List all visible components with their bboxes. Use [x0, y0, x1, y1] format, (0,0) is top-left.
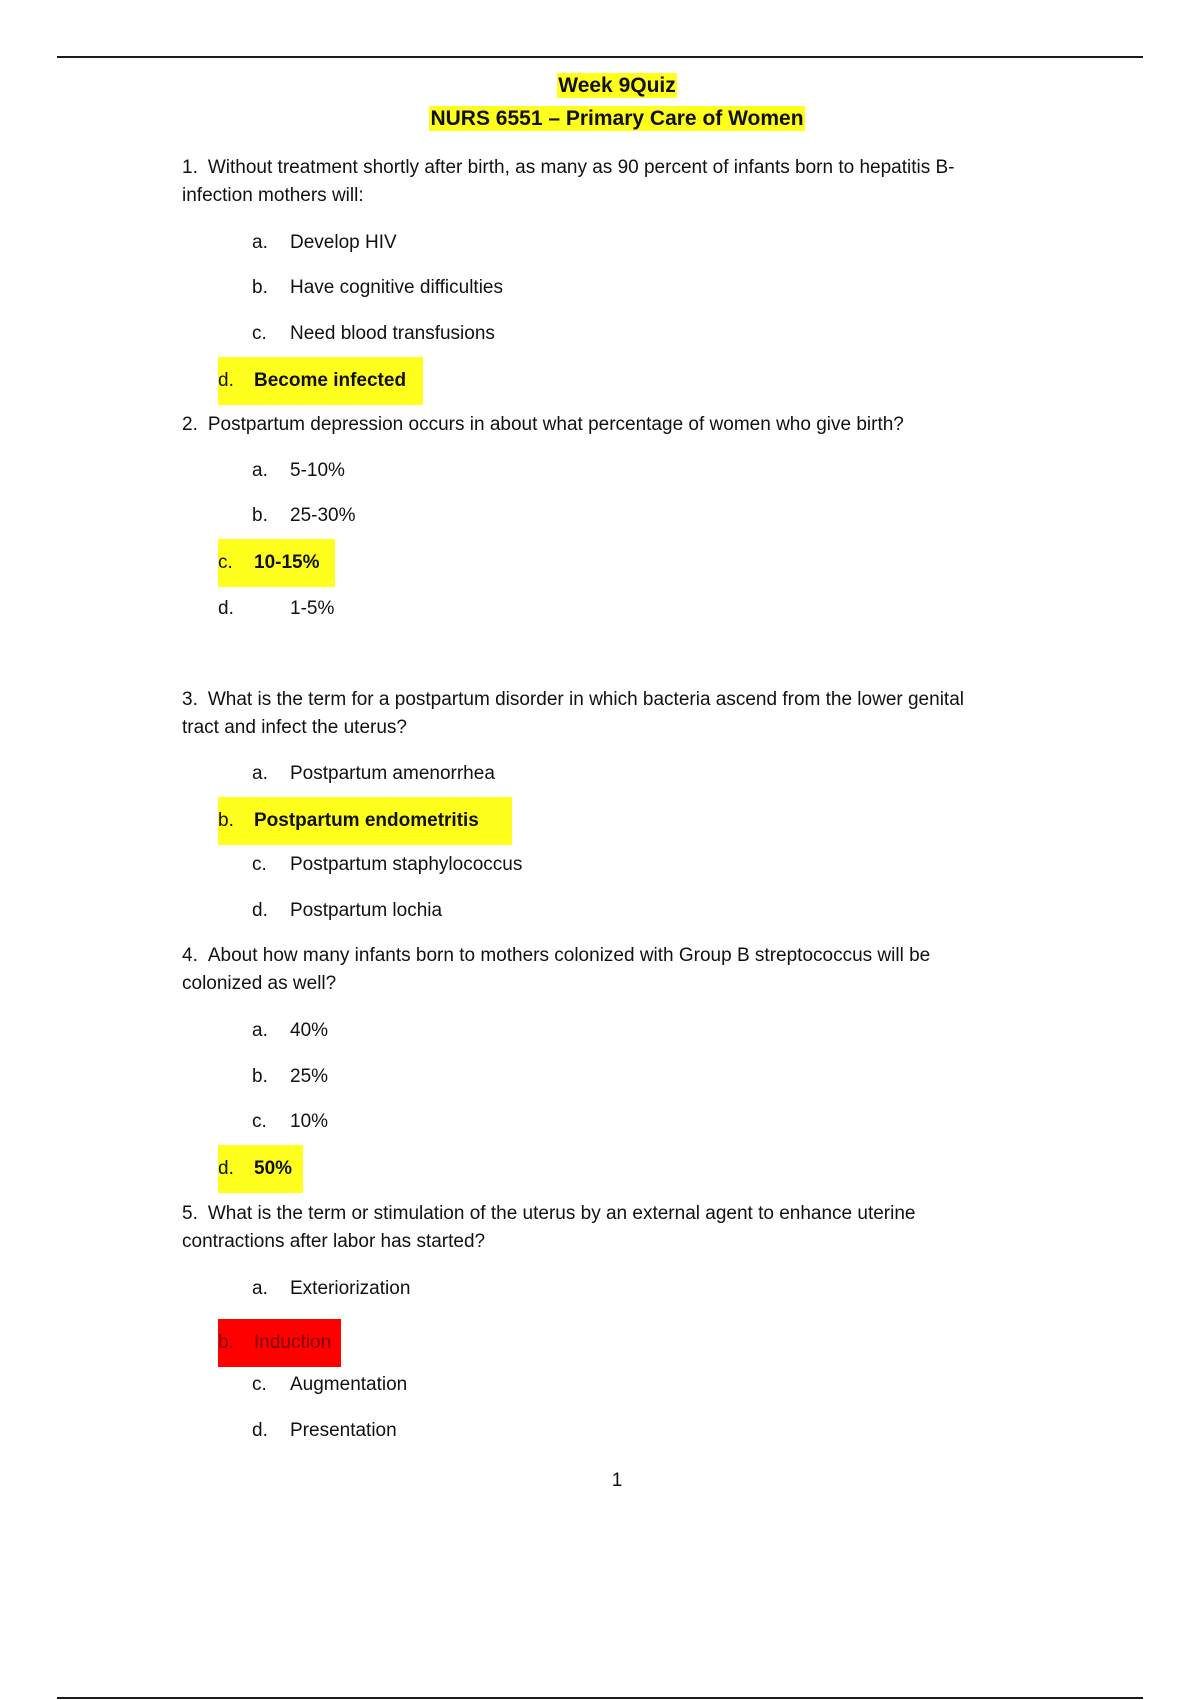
question-5-option-a: a. Exteriorization [252, 1278, 411, 1299]
question-4: 4. About how many infants born to mothers colonized with Group B streptococcus will be colonized as well? [182, 945, 931, 994]
question-4-answer-highlight: d. 50% [218, 1145, 303, 1193]
question-4-option-a: a. 40% [252, 1020, 329, 1041]
question-3-option-a: a. Postpartum amenorrhea [252, 763, 495, 784]
question-5-option-c: c. Augmentation [252, 1374, 408, 1395]
quiz-title: Week 9Quiz [558, 74, 676, 97]
question-3: 3. What is the term for a postpartum disorder in which bacteria ascend from the lower genital tract and infect the uterus? [182, 689, 964, 738]
question-1-option-b: b. Have cognitive difficulties [252, 277, 503, 298]
top-rule [57, 56, 1143, 58]
question-4-option-c: c. 10% [252, 1111, 329, 1132]
question-2-option-a: a. 5-10% [252, 460, 345, 481]
question-1-option-a: a. Develop HIV [252, 232, 397, 253]
page-number: 1 [611, 1470, 623, 1491]
question-1-option-c: c. Need blood transfusions [252, 323, 495, 344]
question-2: 2. Postpartum depression occurs in about what percentage of women who give birth? [182, 414, 904, 435]
question-3-option-d: d. Postpartum lochia [252, 900, 443, 921]
question-1-answer-highlight: d. Become infected [218, 357, 423, 405]
question-5: 5. What is the term or stimulation of the uterus by an external agent to enhance uterine contractions after labor has started? [182, 1203, 916, 1252]
question-4-option-b: b. 25% [252, 1066, 329, 1087]
question-2-option-d: d. 1-5% [218, 598, 335, 619]
bottom-rule [57, 1697, 1143, 1699]
question-3-option-c: c. Postpartum staphylococcus [252, 854, 523, 875]
question-5-option-d: d. Presentation [252, 1420, 397, 1441]
question-2-answer-highlight: c. 10-15% [218, 539, 335, 587]
question-1: 1. Without treatment shortly after birth, as many as 90 percent of infants born to hepatitis B- infection mothers will: [182, 157, 955, 206]
question-2-option-b: b. 25-30% [252, 505, 356, 526]
question-3-answer-highlight: b. Postpartum endometritis [218, 797, 512, 845]
course-title: NURS 6551 – Primary Care of Women [430, 107, 804, 130]
question-5-wrong-highlight: b. Induction [218, 1319, 341, 1367]
